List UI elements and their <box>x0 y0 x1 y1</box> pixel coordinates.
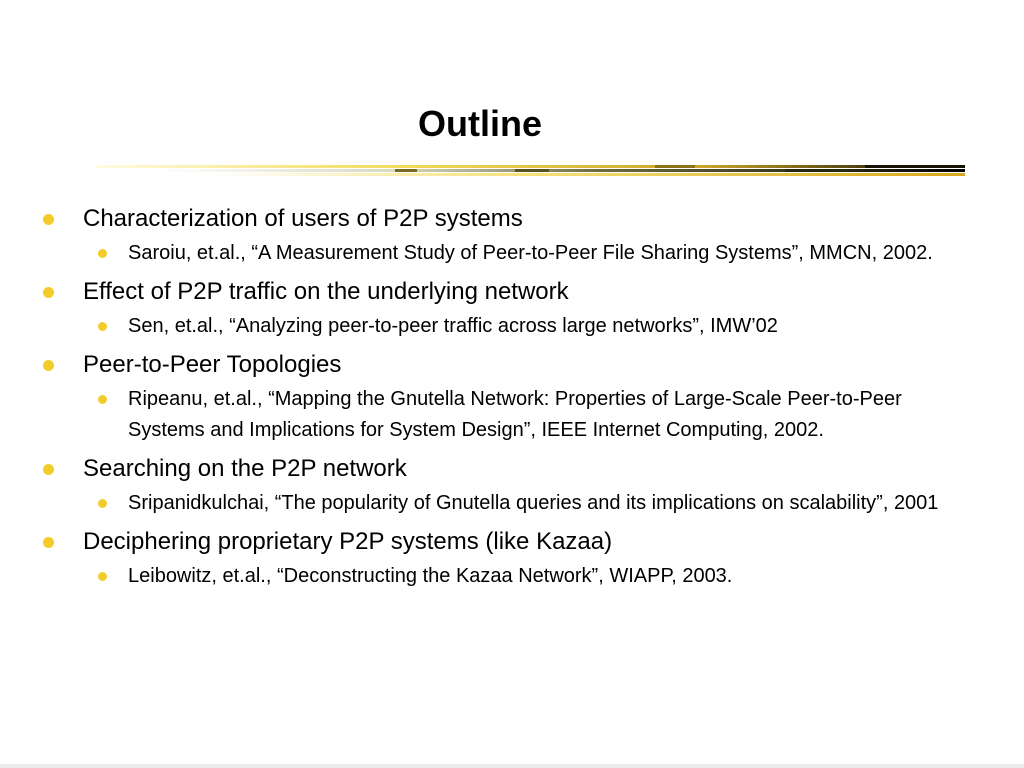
title-divider <box>95 162 965 178</box>
outline-subitem-text: Sripanidkulchai, “The popularity of Gnutella queries and its implications on scalability”, 2001 <box>128 492 939 514</box>
sub-bullet-icon <box>98 322 107 331</box>
outline-subitem <box>0 311 1024 342</box>
outline-item-text: Characterization of users of P2P systems <box>83 205 523 232</box>
outline-subitem <box>0 488 1024 519</box>
sub-bullet-icon <box>98 249 107 258</box>
outline-subitem <box>0 384 1024 446</box>
bullet-icon <box>43 287 54 298</box>
bullet-icon <box>43 360 54 371</box>
sub-bullet-icon <box>98 572 107 581</box>
outline-subitem-text: Ripeanu, et.al., “Mapping the Gnutella Network: Properties of Large-Scale Peer-to-Peer Systems and Implications for System Design”, IEEE Internet Computing, 2002. <box>128 388 902 441</box>
outline-subitem-text: Leibowitz, et.al., “Deconstructing the Kazaa Network”, WIAPP, 2003. <box>128 565 733 587</box>
bullet-icon <box>43 464 54 475</box>
outline-item-text: Peer-to-Peer Topologies <box>83 351 342 378</box>
outline-item-text: Deciphering proprietary P2P systems (like Kazaa) <box>83 528 613 555</box>
bullet-icon <box>43 537 54 548</box>
sub-bullet-icon <box>98 395 107 404</box>
outline-item-text: Searching on the P2P network <box>83 455 407 482</box>
outline-list <box>0 200 1024 592</box>
bullet-icon <box>43 214 54 225</box>
outline-subitem-text: Saroiu, et.al., “A Measurement Study of Peer-to-Peer File Sharing Systems”, MMCN, 2002. <box>128 242 933 264</box>
sub-bullet-icon <box>98 499 107 508</box>
outline-item <box>0 202 1024 236</box>
outline-item-text: Effect of P2P traffic on the underlying network <box>83 278 569 305</box>
slide-title: Outline <box>418 103 542 144</box>
outline-subitem <box>0 561 1024 592</box>
outline-item <box>0 275 1024 309</box>
outline-item <box>0 348 1024 382</box>
outline-item <box>0 452 1024 486</box>
outline-subitem-text: Sen, et.al., “Analyzing peer-to-peer traffic across large networks”, IMW’02 <box>128 315 778 337</box>
outline-item <box>0 525 1024 559</box>
outline-subitem <box>0 238 1024 269</box>
bottom-divider <box>0 764 1024 768</box>
